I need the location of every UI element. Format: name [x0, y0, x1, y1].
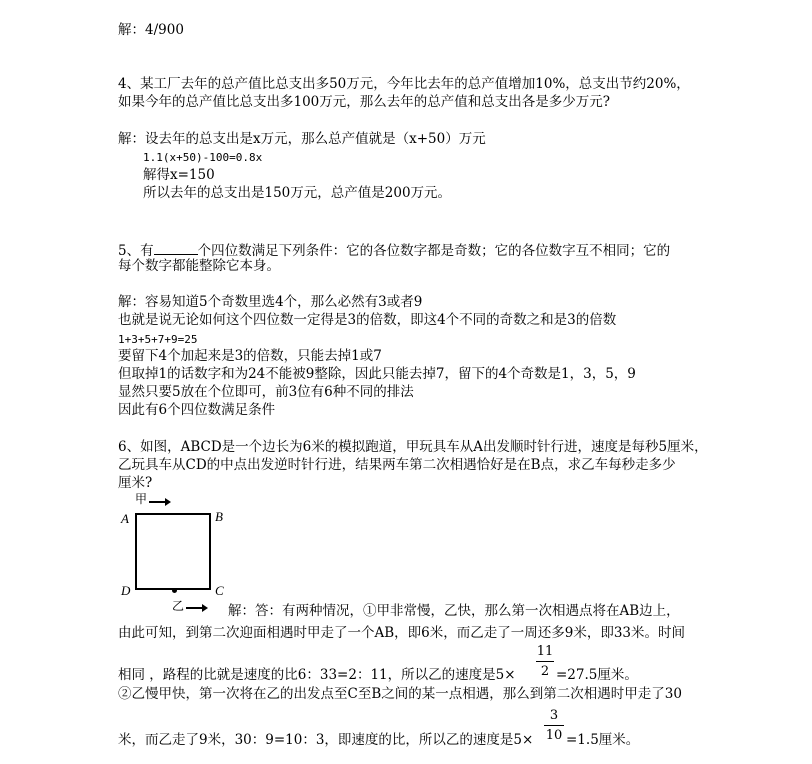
answer-5-line-5: 但取掉1的话数字和为24不能被9整除，因此只能去掉7，留下的4个奇数是1，3，5，9 [118, 366, 636, 382]
answer-6-line-3-result: =27.5厘米。 [556, 667, 638, 683]
car-yi-label: 乙 [172, 599, 185, 613]
answer-6-line-2: 由此可知，到第二次迎面相遇时甲走了一个AB，即6米，而乙走了一周还多9米，即33米。时间 [118, 625, 686, 641]
fraction-bar [544, 725, 564, 726]
question-5-prefix: 5、有 [118, 243, 154, 259]
fraction-denominator: 10 [545, 728, 563, 743]
vertex-a-label: A [121, 511, 129, 526]
answer-6-line-3: 相同 ，路程的比就是速度的比6：33=2：11，所以乙的速度是5× [118, 667, 516, 683]
question-6-line-1: 6、如图，ABCD是一个边长为6米的模拟跑道，甲玩具车从A出发顺时针行进，速度是每秒5厘米， [118, 439, 708, 455]
vertex-d-label: D [121, 583, 131, 598]
question-5-line-1 [118, 242, 670, 259]
vertex-c-label: C [215, 583, 224, 598]
arrow-right-icon [186, 607, 206, 609]
answer-5-sum: 1+3+5+7+9=25 [118, 333, 198, 346]
answer-blank [154, 242, 198, 255]
fraction-3-over-10 [544, 709, 564, 742]
fraction-bar [536, 661, 554, 662]
cd-midpoint-dot [172, 588, 177, 593]
fraction-numerator: 3 [549, 708, 559, 723]
answer-6-line-4: ②乙慢甲快，第一次将在乙的出发点至C至B之间的某一点相遇，那么到第二次相遇时甲走了30 [118, 686, 682, 702]
answer-6-line-1: 解：答：有两种情况，①甲非常慢，乙快，那么第一次相遇点将在AB边上， [228, 603, 680, 619]
answer-4-line-4: 所以去年的总支出是150万元，总产值是200万元。 [143, 185, 452, 201]
square-track [135, 513, 211, 590]
answer-5-line-4: 要留下4个加起来是3的倍数，只能去掉1或7 [118, 348, 382, 364]
vertex-b-label: B [215, 509, 223, 524]
answer-5-line-6: 显然只要5放在个位即可，前3位有6种不同的排法 [118, 384, 414, 400]
answer-6-line-5: 米，而乙走了9米，30：9=10：3，即速度的比，所以乙的速度是5× [118, 732, 534, 748]
question-6-line-3: 厘米? [118, 475, 153, 491]
arrow-right-icon [149, 501, 169, 503]
question-4-line-1: 4、某工厂去年的总产值比总支出多50万元，今年比去年的总产值增加10%，总支出节约20%， [118, 76, 690, 92]
fraction-denominator: 2 [540, 664, 550, 679]
question-5-line-2: 每个数字都能整除它本身。 [118, 258, 280, 274]
answer-3: 解：4/900 [118, 22, 184, 38]
question-6-line-2: 乙玩具车从CD的中点出发逆时针行进，结果两车第二次相遇恰好是在B点，求乙车每秒走多少 [118, 457, 676, 473]
question-5-suffix: 个四位数满足下列条件：它的各位数字都是奇数；它的各位数字互不相同；它的 [197, 243, 671, 259]
answer-4-line-3: 解得x=150 [143, 167, 215, 183]
fraction-numerator: 11 [536, 644, 554, 659]
answer-5-line-7: 因此有6个四位数满足条件 [118, 402, 276, 418]
answer-5-line-1: 解：容易知道5个奇数里选4个，那么必然有3或者9 [118, 294, 423, 310]
answer-6-line-5-result: =1.5厘米。 [566, 732, 640, 748]
fraction-11-over-2 [536, 645, 554, 678]
answer-4-equation: 1.1(x+50)-100=0.8x [143, 151, 263, 164]
answer-4-line-1: 解：设去年的总支出是x万元，那么总产值就是（x+50）万元 [118, 131, 486, 147]
question-4-line-2: 如果今年的总产值比总支出多100万元，那么去年的总产值和总支出各是多少万元? [118, 94, 611, 110]
car-jia-label: 甲 [135, 492, 148, 506]
answer-5-line-2: 也就是说无论如何这个四位数一定得是3的倍数，即这4个不同的奇数之和是3的倍数 [118, 312, 617, 328]
